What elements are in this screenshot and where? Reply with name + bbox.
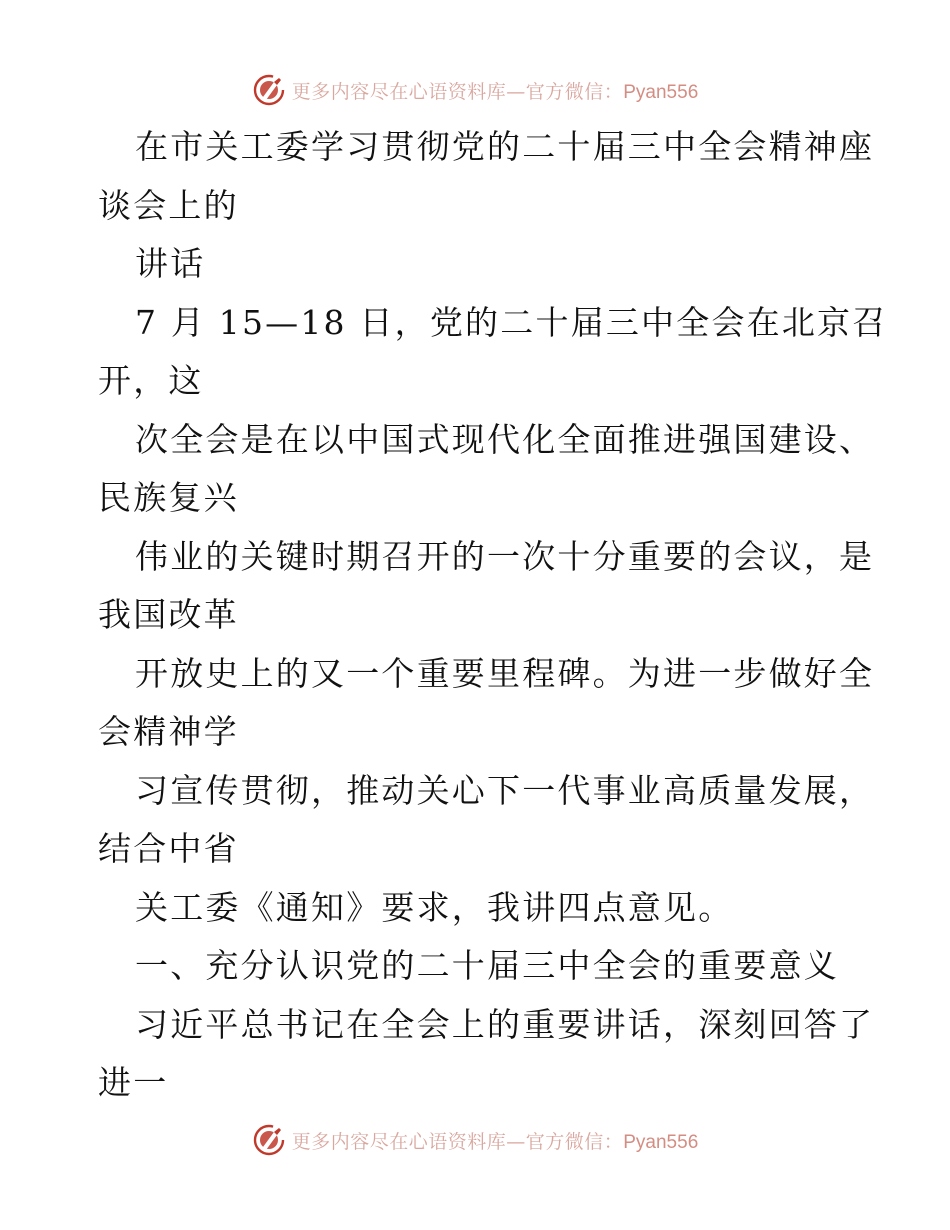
text-line: 讲话 <box>135 244 206 283</box>
text-line: 次全会是在以中国式现代化全面推进强国建设、 <box>135 419 875 459</box>
text-line: 开，这 <box>98 361 204 400</box>
footer-watermark <box>0 1120 950 1160</box>
text-line: 结合中省 <box>98 829 239 868</box>
text-line: 进一 <box>98 1063 169 1102</box>
pen-nib-seal-icon <box>252 73 286 107</box>
text-line: 我国改革 <box>98 595 239 634</box>
text-line: 开放史上的又一个重要里程碑。为进一步做好全 <box>135 653 875 693</box>
watermark-text: 更多内容尽在心语资料库—官方微信：Pyan556 <box>291 80 699 103</box>
pen-nib-seal-icon <box>252 1123 286 1157</box>
text-line: 一、充分认识党的二十届三中全会的重要意义 <box>135 946 839 985</box>
text-line: 谈会上的 <box>98 185 239 225</box>
text-line: 民族复兴 <box>98 478 239 517</box>
text-line: 在市关工委学习贯彻党的二十届三中全会精神座 <box>135 127 875 166</box>
header-watermark <box>0 70 950 110</box>
document-body <box>98 118 888 1113</box>
watermark-text: 更多内容尽在心语资料库—官方微信：Pyan556 <box>291 1130 699 1153</box>
text-line: 会精神学 <box>98 712 239 751</box>
text-line: 关工委《通知》要求，我讲四点意见。 <box>135 887 734 927</box>
text-line: 伟业的关键时期召开的一次十分重要的会议，是 <box>135 536 875 576</box>
text-line: 7 月 15—18 日，党的二十届三中全会在北京召 <box>135 302 888 342</box>
text-line: 习近平总书记在全会上的重要讲话，深刻回答了 <box>135 1004 875 1044</box>
text-line: 习宣传贯彻，推动关心下一代事业高质量发展， <box>135 770 875 810</box>
